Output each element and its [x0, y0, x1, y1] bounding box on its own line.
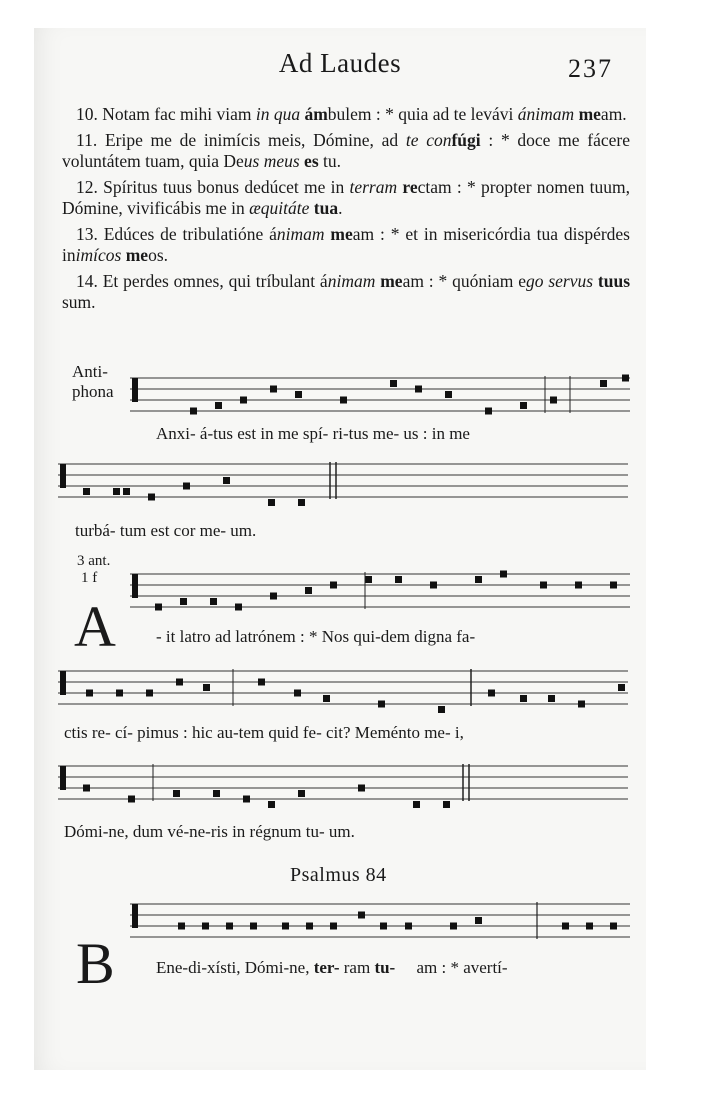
neume	[83, 488, 90, 495]
neume	[223, 477, 230, 484]
neume	[475, 917, 482, 924]
neume	[203, 684, 210, 691]
c-clef	[60, 464, 66, 488]
neume	[380, 923, 387, 930]
antiphona-label-line2: phona	[72, 382, 114, 401]
neume	[445, 391, 452, 398]
verse-11: 11. Eripe me de inimícis meis, Dómine, ad te confúgi : * doce me fácere voluntátem tuam, quia Deus meus es tu.	[62, 130, 630, 171]
drop-initial-a: A	[74, 594, 116, 659]
chant-staff-5	[58, 750, 633, 814]
neume	[146, 690, 153, 697]
neume	[202, 923, 209, 930]
neume	[183, 483, 190, 490]
neume	[235, 604, 242, 611]
neume	[243, 796, 250, 803]
neume	[178, 923, 185, 930]
neume	[358, 785, 365, 792]
verse-12: 12. Spíritus tuus bonus dedúcet me in terram rectam : * propter nomen tuum, Dómine, vivificábis me in æquitáte tua.	[62, 177, 630, 218]
lyrics-line-2: turbá- tum est cor me- um.	[75, 521, 257, 540]
neume	[405, 923, 412, 930]
neume	[173, 790, 180, 797]
neume	[586, 923, 593, 930]
psalm-lyrics-part: ram	[339, 958, 375, 977]
neume	[488, 690, 495, 697]
psalm-lyrics-accent: ter-	[313, 958, 340, 977]
neume	[330, 582, 337, 589]
third-antiphon-label	[77, 553, 137, 587]
psalm-verses	[62, 104, 630, 318]
neume	[250, 923, 257, 930]
neume	[390, 380, 397, 387]
neume	[395, 576, 402, 583]
neume	[128, 796, 135, 803]
third-antiphon-label-line2: 1 f	[81, 570, 98, 586]
neume	[340, 397, 347, 404]
neume	[83, 785, 90, 792]
neume	[413, 801, 420, 808]
neume	[155, 604, 162, 611]
neume	[365, 576, 372, 583]
verse-13: 13. Edúces de tribulatióne ánimam meam : * et in misericórdia tua dispérdes inimícos meos.	[62, 224, 630, 265]
neume	[520, 402, 527, 409]
neume	[610, 923, 617, 930]
c-clef	[60, 766, 66, 790]
psalm-lyrics-line	[156, 958, 508, 978]
neume	[378, 701, 385, 708]
neume	[215, 402, 222, 409]
chant-staff-3	[130, 558, 635, 626]
neume	[295, 391, 302, 398]
neume	[258, 679, 265, 686]
lyrics-line-5: Dómi-ne, dum vé-ne-ris in régnum tu- um.	[64, 822, 355, 841]
neume	[415, 386, 422, 393]
c-clef	[132, 904, 138, 928]
neume	[550, 397, 557, 404]
neume	[190, 408, 197, 415]
neume	[485, 408, 492, 415]
neume	[450, 923, 457, 930]
neume	[520, 695, 527, 702]
neume	[298, 499, 305, 506]
neume	[562, 923, 569, 930]
lyrics-line-1: Anxi- á-tus est in me spí- ri-tus me- us : in me	[156, 424, 470, 443]
neume	[305, 587, 312, 594]
neume	[610, 582, 617, 589]
neume	[213, 790, 220, 797]
neume	[294, 690, 301, 697]
neume	[86, 690, 93, 697]
neume	[306, 923, 313, 930]
neume	[123, 488, 130, 495]
neume	[575, 582, 582, 589]
third-antiphon-label-line1: 3 ant.	[77, 553, 111, 569]
antiphona-label-line1: Anti-	[72, 362, 108, 381]
neume	[330, 923, 337, 930]
verse-10: 10. Notam fac mihi viam in qua ámbulem : * quia ad te levávi ánimam meam.	[76, 104, 627, 124]
neume	[240, 397, 247, 404]
lyrics-line-4: ctis re- cí- pimus : hic au-tem quid fe- cit? Meménto me- i,	[64, 723, 464, 742]
neume	[443, 801, 450, 808]
neume	[540, 582, 547, 589]
page-title: Ad Laudes	[278, 48, 402, 78]
neume	[268, 499, 275, 506]
lyrics-line-3: - it latro ad latrónem : * Nos qui-dem digna fa-	[156, 627, 476, 646]
neume	[268, 801, 275, 808]
chant-staff-6	[130, 890, 635, 950]
chant-staff-2	[58, 450, 633, 510]
neume	[618, 684, 625, 691]
neume	[298, 790, 305, 797]
neume	[438, 706, 445, 713]
neume	[116, 690, 123, 697]
c-clef	[60, 671, 66, 695]
neume	[226, 923, 233, 930]
neume	[622, 375, 629, 382]
neume	[323, 695, 330, 702]
drop-initial-b: B	[76, 931, 115, 996]
neume	[210, 598, 217, 605]
neume	[500, 571, 507, 578]
neume	[180, 598, 187, 605]
neume	[270, 593, 277, 600]
neume	[282, 923, 289, 930]
neume	[430, 582, 437, 589]
page-number: 237	[568, 54, 613, 83]
neume	[548, 695, 555, 702]
chant-staff-1	[130, 364, 635, 424]
neume	[358, 912, 365, 919]
c-clef	[132, 574, 138, 598]
neume	[270, 386, 277, 393]
neume	[176, 679, 183, 686]
psalm-title: Psalmus 84	[290, 864, 387, 886]
chant-staff-4	[58, 655, 633, 719]
neume	[113, 488, 120, 495]
neume	[475, 576, 482, 583]
neume	[148, 494, 155, 501]
psalm-lyrics-part: am : * avertí-	[395, 958, 508, 977]
neume	[578, 701, 585, 708]
neume	[600, 380, 607, 387]
psalm-lyrics-part: Ene-di-xísti, Dómi-ne,	[156, 958, 314, 977]
c-clef	[132, 378, 138, 402]
verse-14: 14. Et perdes omnes, qui tríbulant ánimam meam : * quóniam ego servus tuus sum.	[62, 271, 631, 312]
psalm-lyrics-accent: tu-	[374, 958, 396, 977]
